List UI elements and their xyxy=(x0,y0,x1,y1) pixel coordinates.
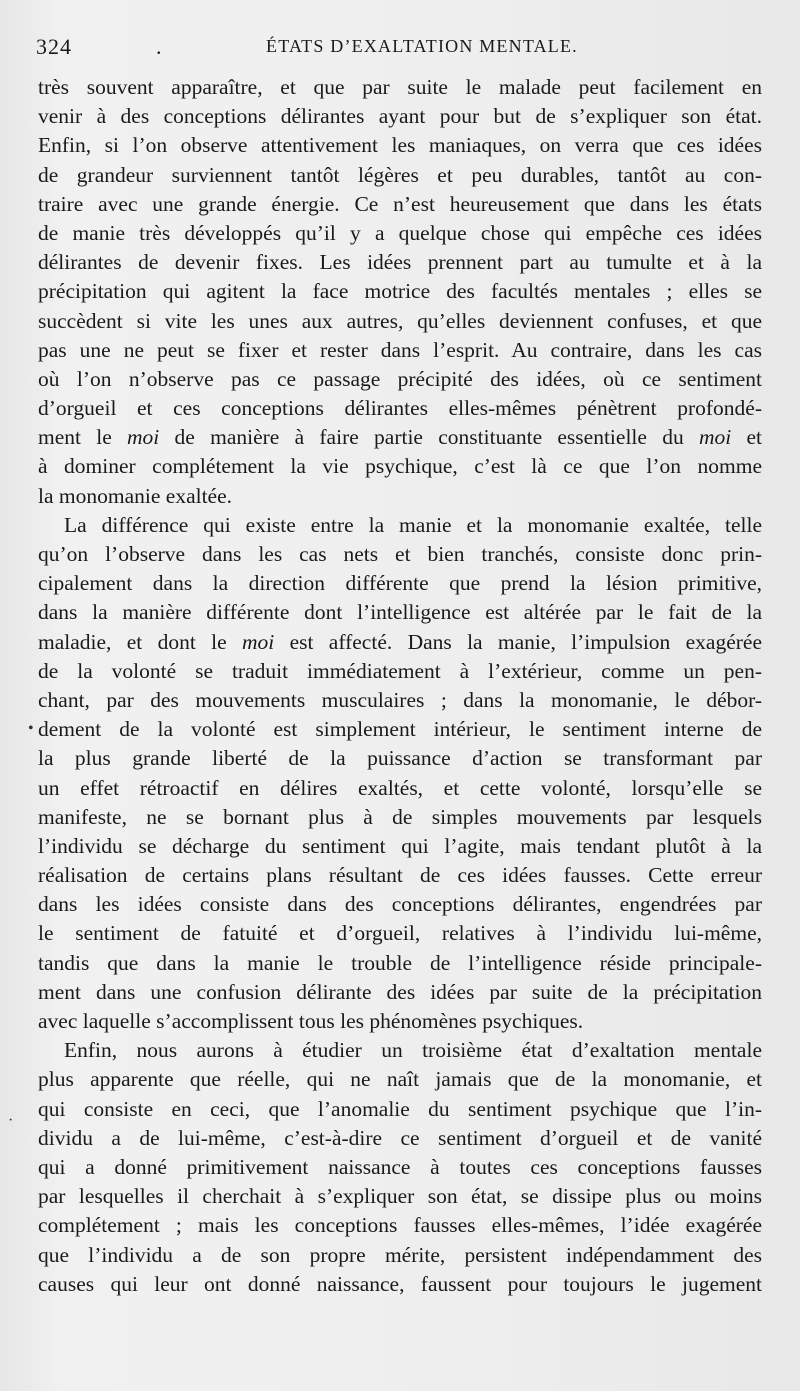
text-line: la plus grande liberté de la puissance d’action se transformant par xyxy=(38,746,762,771)
text-line: où l’on n’observe pas ce passage précipité des idées, où ce sentiment xyxy=(38,366,762,391)
text-line: qui consiste en ceci, que l’anomalie du sentiment psychique que l’in- xyxy=(38,1096,762,1121)
text-line: de manie très développés qu’il y a quelque chose qui empêche ces idées xyxy=(38,220,762,245)
text-line: dans les idées consiste dans des conceptions délirantes, engendrées par xyxy=(38,892,762,917)
text-line: maladie, et dont le moi est affecté. Dans la manie, l’impulsion exagérée xyxy=(38,629,762,654)
running-title: ÉTATS D’EXALTATION MENTALE. xyxy=(266,36,578,56)
text-line: précipitation qui agitent la face motrice des facultés mentales ; elles se xyxy=(38,279,762,304)
text-line: par lesquelles il cherchait à s’expliquer son état, se dissipe plus ou moins xyxy=(38,1184,762,1209)
text-line: venir à des conceptions délirantes ayant pour but de s’expliquer son état. xyxy=(38,104,762,129)
running-head xyxy=(36,34,766,60)
text-line: un effet rétroactif en délires exaltés, et cette volonté, lorsqu’elle se xyxy=(38,775,762,800)
text-line: l’individu se décharge du sentiment qui l’agite, mais tendant plutôt à la xyxy=(38,833,762,858)
text-line: réalisation de certains plans résultant de ces idées fausses. Cette erreur xyxy=(38,863,762,888)
margin-dot: · xyxy=(8,1112,14,1129)
text-line: chant, par des mouvements musculaires ; dans la monomanie, le débor- xyxy=(38,687,762,712)
text-line: qui a donné primitivement naissance à toutes ces conceptions fausses xyxy=(38,1154,762,1179)
text-line: dividu a de lui-même, c’est-à-dire ce sentiment d’orgueil et de vanité xyxy=(38,1125,762,1150)
text-line: d’orgueil et ces conceptions délirantes elles-mêmes pénètrent profondé- xyxy=(38,396,762,421)
paragraph-start-line: Enfin, nous aurons à étudier un troisième état d’exaltation mentale xyxy=(64,1038,762,1063)
header-separator: . xyxy=(156,34,162,59)
text-line: ment le moi de manière à faire partie constituante essentielle du moi et xyxy=(38,425,762,450)
text-line: que l’individu a de son propre mérite, persistent indépendamment des xyxy=(38,1242,762,1267)
body-text xyxy=(38,73,762,1299)
text-line: ment dans une confusion délirante des idées par suite de la précipitation xyxy=(38,979,762,1004)
text-line: complétement ; mais les conceptions fausses elles-mêmes, l’idée exagérée xyxy=(38,1213,762,1238)
paragraph-start-line: La différence qui existe entre la manie et la monomanie exaltée, telle xyxy=(64,512,762,537)
italic-term: moi xyxy=(242,629,275,654)
text-line: succèdent si vite les unes aux autres, qu’elles deviennent confuses, et que xyxy=(38,308,762,333)
paragraph-end-line: avec laquelle s’accomplissent tous les phénomènes psychiques. xyxy=(38,1009,584,1033)
italic-term: moi xyxy=(127,425,160,450)
page-number: 324 xyxy=(36,34,72,59)
text-line: délirantes de devenir fixes. Les idées prennent part au tumulte et à la xyxy=(38,250,762,275)
text-line: très souvent apparaître, et que par suite le malade peut facilement en xyxy=(38,75,762,99)
text-line: qu’on l’observe dans les cas nets et bien tranchés, consiste donc prin- xyxy=(38,542,762,566)
text-line: tandis que dans la manie le trouble de l’intelligence réside principale- xyxy=(38,950,762,975)
text-line: à dominer complétement la vie psychique, c’est là ce que l’on nomme xyxy=(38,454,762,479)
text-line: dans la manière différente dont l’intelligence est altérée par le fait de la xyxy=(38,600,762,625)
text-line: cipalement dans la direction différente que prend la lésion primitive, xyxy=(38,571,762,596)
text-line: Enfin, si l’on observe attentivement les maniaques, on verra que ces idées xyxy=(38,133,762,158)
text-line: plus apparente que réelle, qui ne naît jamais que de la monomanie, et xyxy=(38,1067,762,1092)
text-line: manifeste, ne se bornant plus à de simples mouvements par lesquels xyxy=(38,804,762,829)
text-line: causes qui leur ont donné naissance, faussent pour toujours le jugement xyxy=(38,1271,762,1296)
text-line: le sentiment de fatuité et d’orgueil, relatives à l’individu lui-même, xyxy=(38,921,762,946)
text-line: de la volonté se traduit immédiatement à l’extérieur, comme un pen- xyxy=(38,658,762,683)
text-line: traire avec une grande énergie. Ce n’est heureusement que dans les états xyxy=(38,191,762,216)
margin-bullet: • xyxy=(28,720,34,737)
text-line: de grandeur surviennent tantôt légères et peu durables, tantôt au con- xyxy=(38,162,762,187)
text-line: pas une ne peut se fixer et rester dans l’esprit. Au contraire, dans les cas xyxy=(38,337,762,362)
text-line: dement de la volonté est simplement intérieur, le sentiment interne de xyxy=(38,717,762,742)
italic-term: moi xyxy=(698,425,732,450)
paragraph-end-line: la monomanie exaltée. xyxy=(38,483,233,508)
